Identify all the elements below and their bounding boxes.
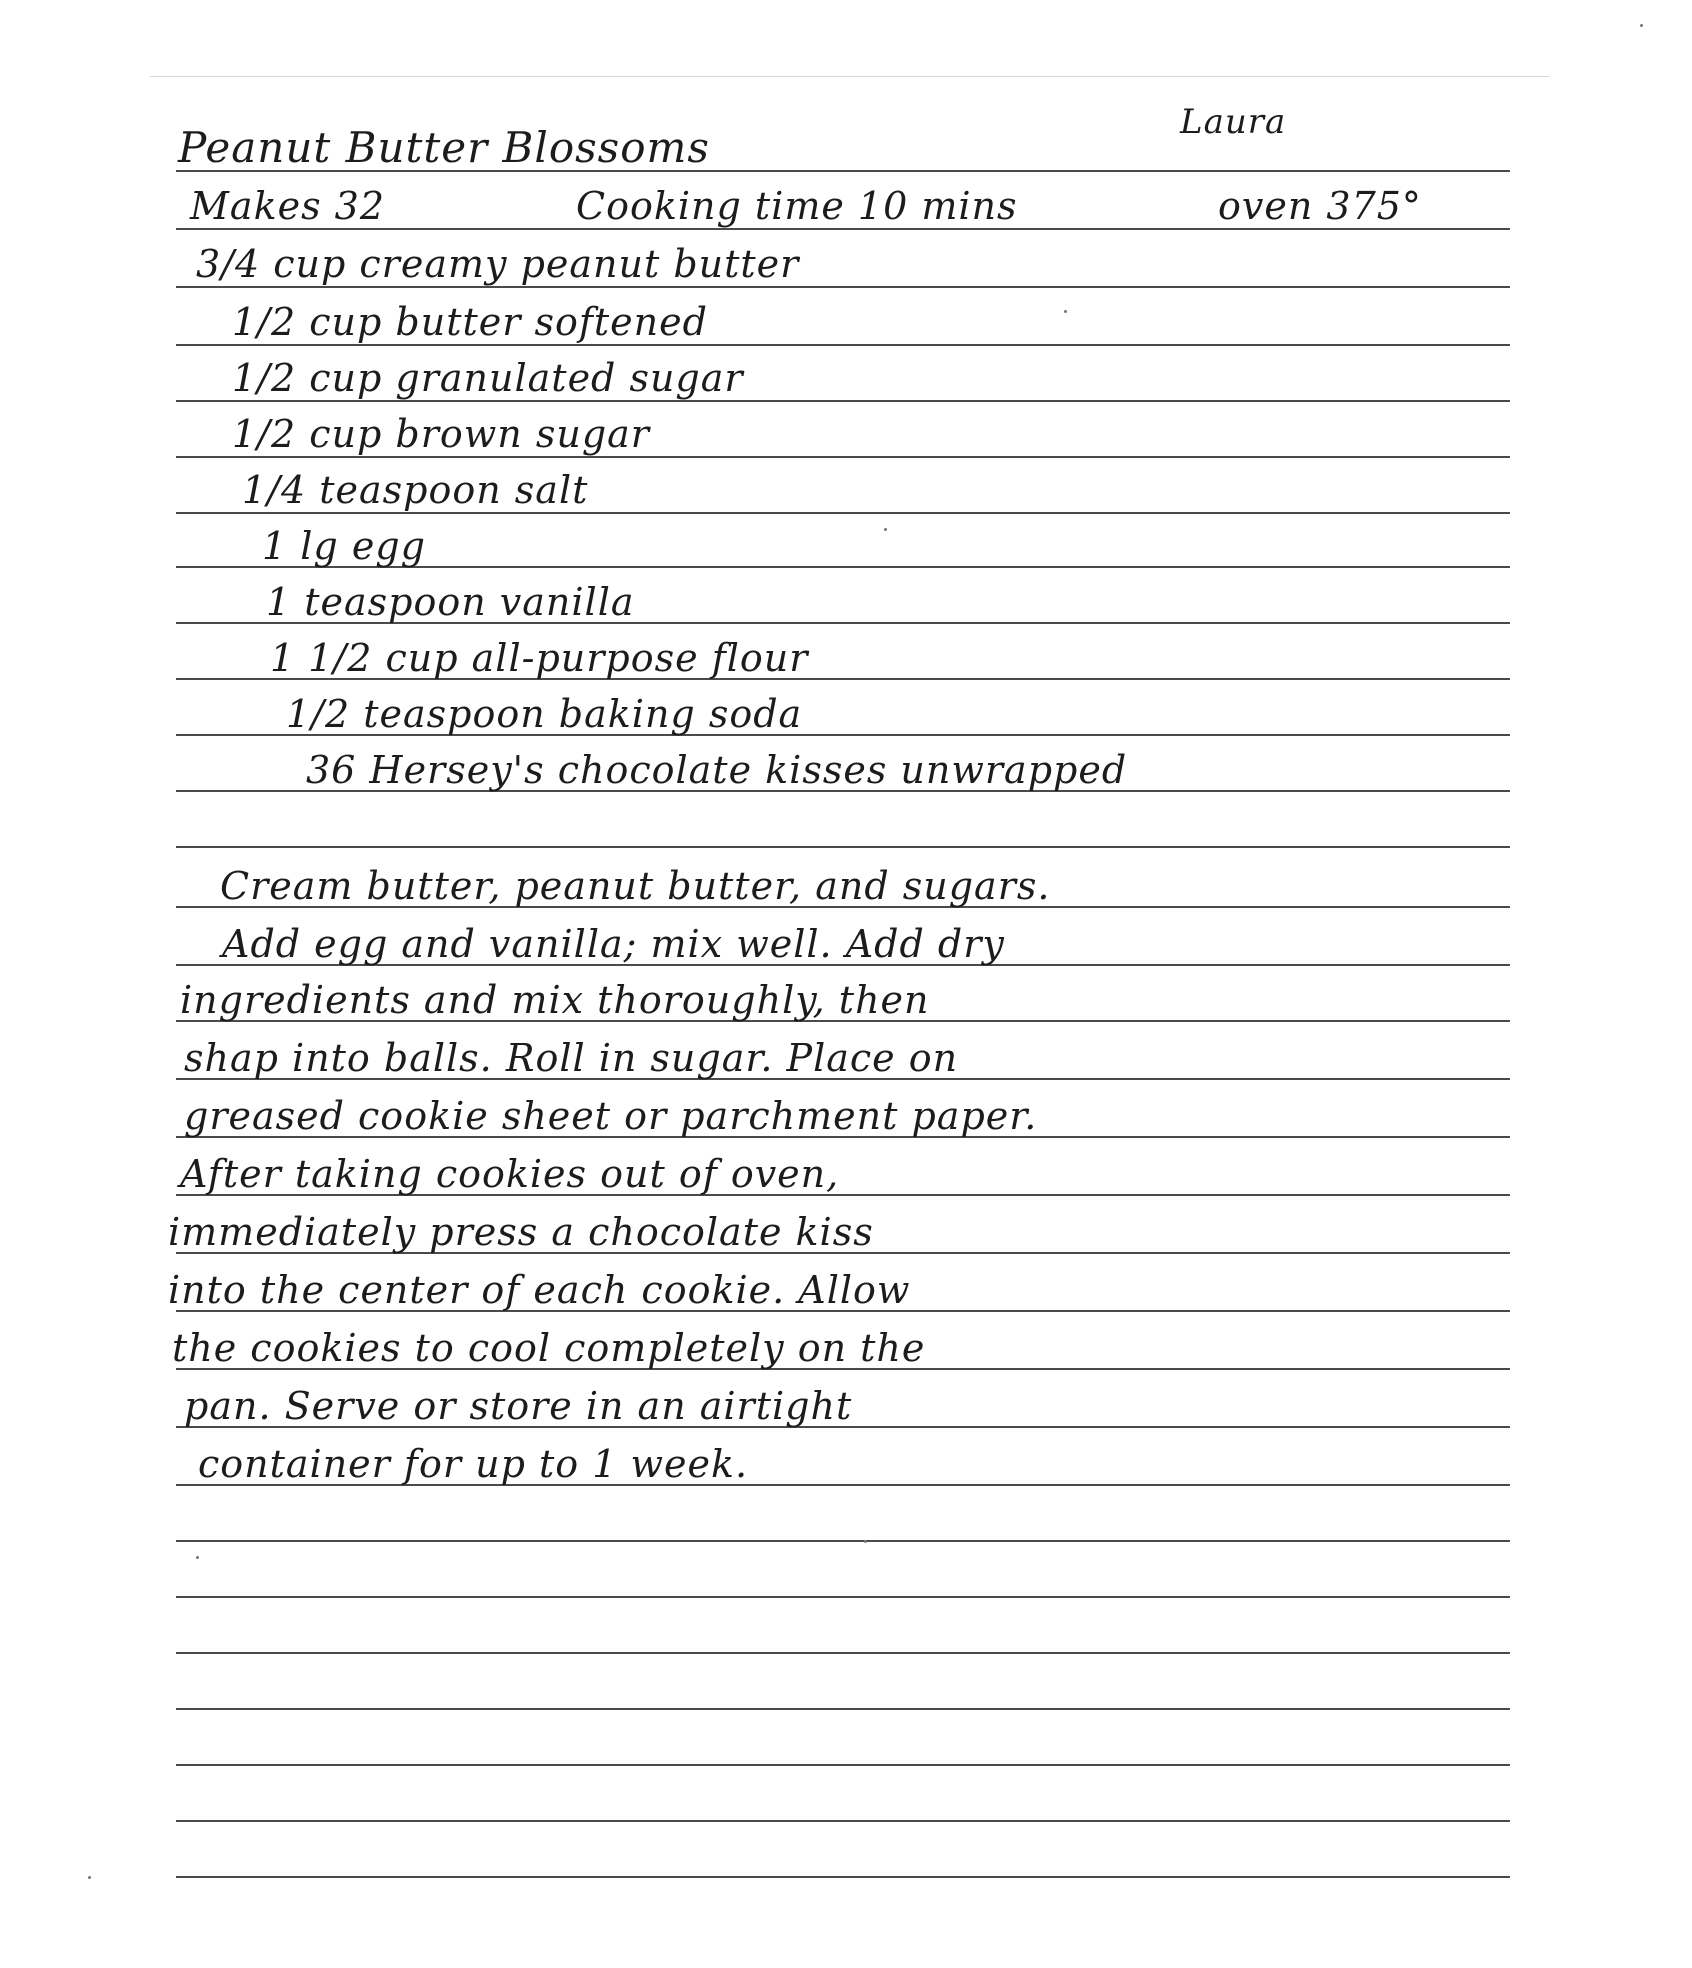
ingredient-line: 1 1/2 cup all-purpose flour bbox=[270, 636, 809, 680]
instruction-line: container for up to 1 week. bbox=[198, 1442, 749, 1486]
ruled-line bbox=[176, 512, 1510, 514]
instruction-line: into the center of each cookie. Allow bbox=[168, 1268, 911, 1312]
instruction-line: ingredients and mix thoroughly, then bbox=[180, 978, 930, 1022]
scan-speck bbox=[1640, 24, 1643, 27]
ingredient-line: 1 teaspoon vanilla bbox=[266, 580, 635, 624]
author-name: Laura bbox=[1180, 102, 1287, 142]
ruled-line bbox=[176, 1652, 1510, 1654]
instruction-line: Cream butter, peanut butter, and sugars. bbox=[220, 864, 1051, 908]
cooking-time: Cooking time 10 mins bbox=[576, 184, 1018, 228]
ingredient-line: 36 Hersey's chocolate kisses unwrapped bbox=[306, 748, 1128, 792]
instruction-line: greased cookie sheet or parchment paper. bbox=[184, 1094, 1038, 1138]
ingredient-line: 1/2 cup granulated sugar bbox=[232, 356, 744, 400]
top-faint-rule bbox=[150, 76, 1550, 77]
instruction-line: Add egg and vanilla; mix well. Add dry bbox=[222, 922, 1005, 966]
ruled-line bbox=[176, 228, 1510, 230]
instruction-line: immediately press a chocolate kiss bbox=[168, 1210, 874, 1254]
ruled-line bbox=[176, 456, 1510, 458]
ruled-line bbox=[176, 344, 1510, 346]
scan-speck bbox=[196, 1556, 199, 1559]
scan-speck bbox=[1064, 310, 1067, 313]
ingredient-line: 1 lg egg bbox=[262, 524, 426, 568]
ingredient-line: 1/2 cup brown sugar bbox=[232, 412, 650, 456]
ruled-line bbox=[176, 1596, 1510, 1598]
oven-temperature: oven 375° bbox=[1218, 184, 1422, 228]
scan-speck bbox=[864, 1540, 867, 1543]
ruled-line bbox=[176, 400, 1510, 402]
ruled-line bbox=[176, 1764, 1510, 1766]
scan-speck bbox=[884, 528, 887, 531]
recipe-yield: Makes 32 bbox=[190, 184, 386, 228]
ruled-line bbox=[176, 1820, 1510, 1822]
ruled-line bbox=[176, 1708, 1510, 1710]
recipe-title: Peanut Butter Blossoms bbox=[178, 123, 710, 172]
instruction-line: the cookies to cool completely on the bbox=[172, 1326, 926, 1370]
ruled-line bbox=[176, 286, 1510, 288]
ingredient-line: 1/2 teaspoon baking soda bbox=[286, 692, 803, 736]
instruction-line: pan. Serve or store in an airtight bbox=[184, 1384, 853, 1428]
ruled-line bbox=[176, 1876, 1510, 1878]
scan-speck bbox=[88, 1876, 91, 1879]
ingredient-line: 1/4 teaspoon salt bbox=[242, 468, 589, 512]
ingredient-line: 3/4 cup creamy peanut butter bbox=[196, 242, 800, 286]
instruction-line: shap into balls. Roll in sugar. Place on bbox=[184, 1036, 959, 1080]
ingredient-line: 1/2 cup butter softened bbox=[232, 300, 708, 344]
ruled-line bbox=[176, 1540, 1510, 1542]
ruled-line bbox=[176, 846, 1510, 848]
instruction-line: After taking cookies out of oven, bbox=[180, 1152, 840, 1196]
